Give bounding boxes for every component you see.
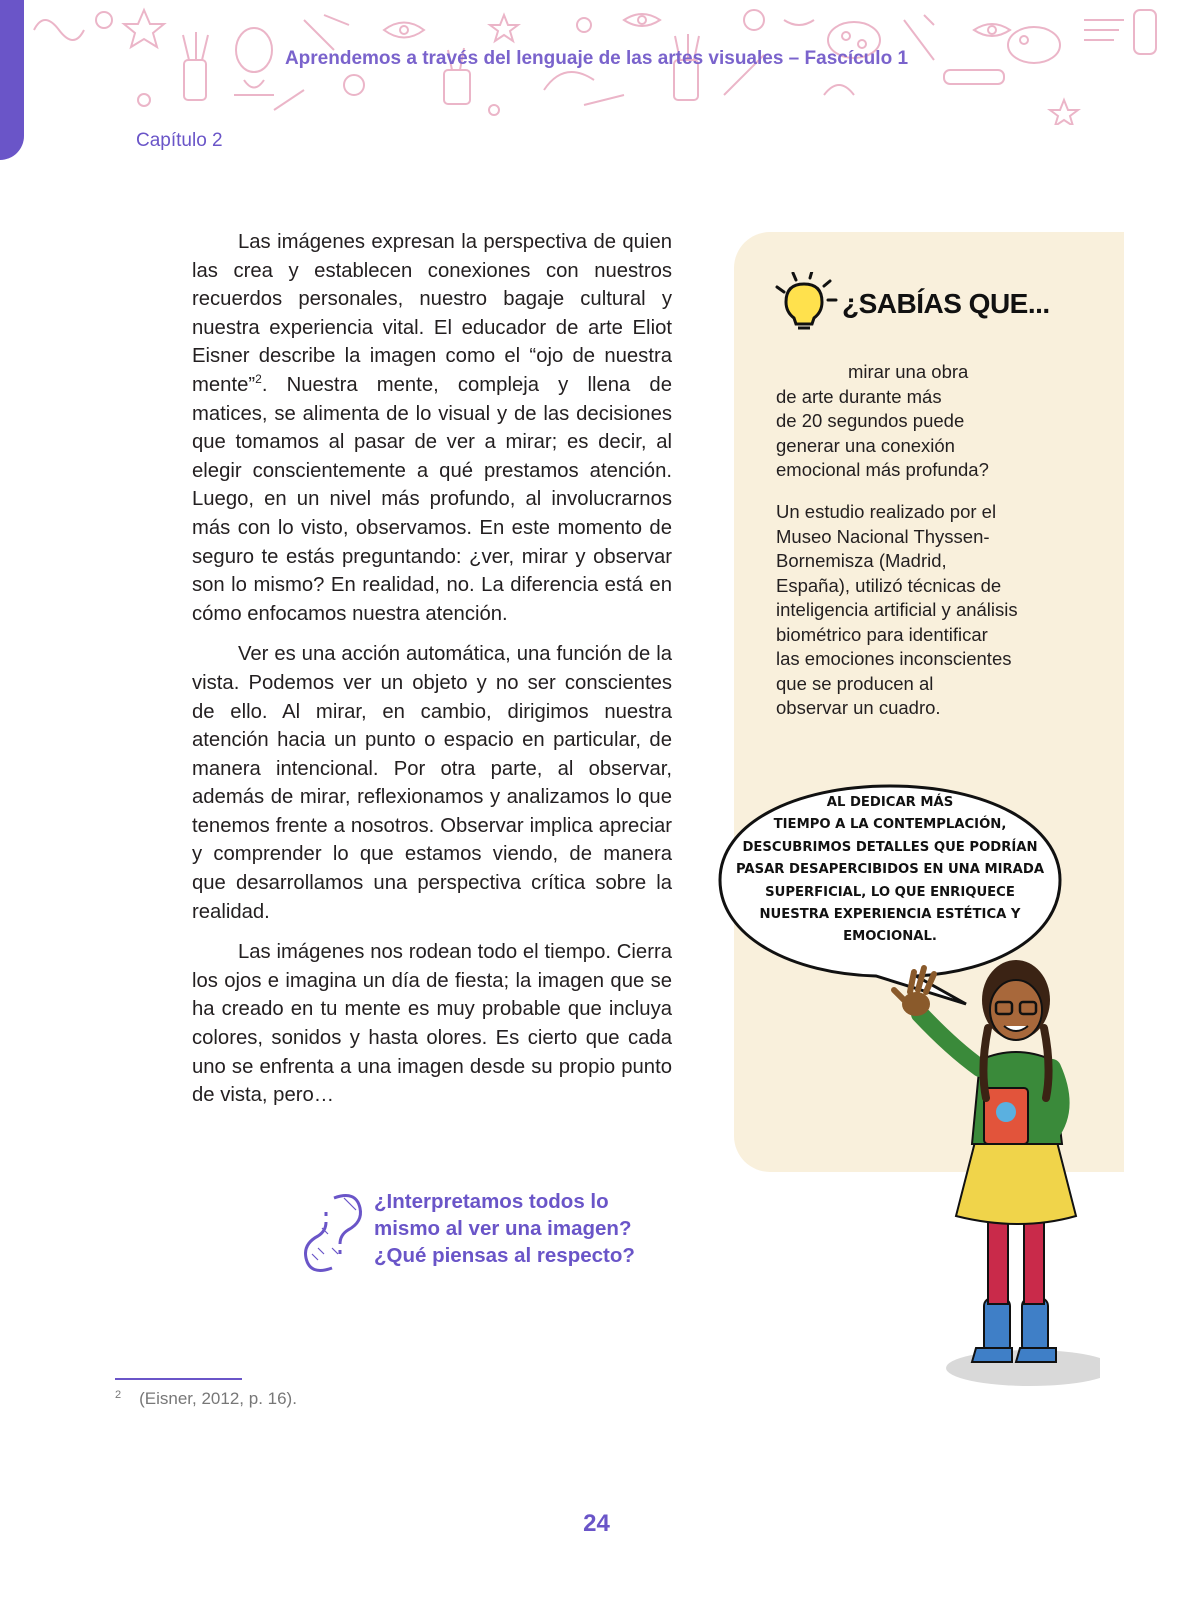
- sidebar-question-line: mirar una obra: [848, 361, 969, 382]
- bubble-line: EMOCIONAL.: [843, 929, 937, 945]
- sidebar-paragraph-line: que se producen al: [776, 672, 934, 694]
- bubble-line: DESCUBRIMOS DETALLES QUE PODRÍAN: [742, 839, 1038, 855]
- did-you-know-paragraph: [776, 500, 1076, 721]
- question-line: ¿Interpretamos todos lo: [374, 1190, 609, 1213]
- bubble-line: NUESTRA EXPERIENCIA ESTÉTICA Y: [759, 907, 1021, 923]
- chapter-label: Capítulo 2: [136, 130, 223, 151]
- bubble-line: TIEMPO A LA CONTEMPLACIÓN,: [773, 817, 1007, 833]
- sidebar-paragraph-line: las emociones inconscientes: [776, 648, 1012, 669]
- footnote-reference[interactable]: 2: [255, 372, 262, 387]
- paragraph-3: Las imágenes nos rodean todo el tiempo. Cierra los ojos e imagina un día de fiesta; la imagen que se ha creado en tu mente es muy probable que incluya colores, sonidos y hasta olores. Es cierto que cada uno se enfrenta a una imagen desde su propio punto de vista, pero…: [192, 941, 672, 1107]
- sidebar-paragraph-line: Bornemisza (Madrid,: [776, 550, 947, 571]
- bubble-line: PASAR DESAPERCIBIDOS EN UNA MIRADA: [735, 862, 1045, 878]
- sidebar-question-line: de arte durante más: [776, 385, 942, 407]
- question-marks-icon: [304, 1188, 366, 1278]
- bubble-line: SUPERFICIAL, LO QUE ENRIQUECE: [765, 884, 1015, 900]
- header-title: Aprendemos a través del lenguaje de las artes visuales – Fascículo 1: [284, 48, 909, 69]
- paragraph-1: [192, 228, 672, 628]
- girl-character-illustration: [880, 948, 1100, 1388]
- question-text: [374, 1188, 694, 1269]
- sidebar-paragraph-line: observar un cuadro.: [776, 697, 941, 718]
- paragraph-1-part-a: Las imágenes expresan la perspectiva de quien las crea y establecen conexiones con nuestros recuerdos personales, nuestro bagaje cultural y nuestra experiencia vital. El educador de arte Eliot Eisner describe la imagen como el “ojo de nuestra mente”: [192, 231, 672, 396]
- sidebar-paragraph-line: inteligencia artificial y análisis: [776, 599, 1018, 620]
- page-number: 24: [583, 1510, 610, 1537]
- question-line: ¿Qué piensas al respecto?: [374, 1244, 635, 1267]
- chapter-side-tab: [0, 0, 24, 160]
- sidebar-paragraph-line: biométrico para identificar: [776, 623, 988, 645]
- paragraph-2: Ver es una acción automática, una función de la vista. Podemos ver un objeto y no ser conscientes de ello. Al mirar, en cambio, dirigimos nuestra atención hacia un punto o espacio en particular, de manera intencional. Por otra parte, al observar, además de mirar, reflexionamos y analizamos lo que tenemos frente a nosotros. Observar implica apreciar y comprender lo que estamos viendo, de manera que desarrollamos una perspectiva crítica sobre la realidad.: [192, 643, 672, 923]
- paragraph-1-part-b: . Nuestra mente, compleja y llena de matices, se alimenta de lo visual y de las decisiones que tomamos al pasar de ver a mirar; es decir, al elegir conscientemente a qué prestamos atención. Luego, en un nivel más profundo, al involucrarnos más con lo visto, observamos. En este momento de seguro te estás preguntando: ¿ver, mirar y observar son lo mismo? En realidad, no. La diferencia está en cómo enfocamos nuestra atención.: [192, 373, 672, 625]
- footnote-text: (Eisner, 2012, p. 16).: [139, 1389, 297, 1408]
- question-line: mismo al ver una imagen?: [374, 1217, 632, 1240]
- sidebar-question-line: emocional más profunda?: [776, 459, 989, 480]
- sidebar-paragraph-line: Museo Nacional Thyssen-: [776, 525, 990, 547]
- bubble-line: AL DEDICAR MÁS: [826, 795, 954, 810]
- footnote-number: 2: [115, 1389, 122, 1401]
- sidebar-paragraph-line: España), utilizó técnicas de: [776, 574, 1002, 596]
- speech-bubble-text: [716, 792, 1064, 949]
- sidebar-paragraph-line: Un estudio realizado por el: [776, 501, 997, 522]
- main-body-text: [192, 228, 672, 1122]
- did-you-know-heading: ¿SABÍAS QUE...: [842, 288, 1050, 319]
- footnote: [115, 1389, 297, 1409]
- did-you-know-question: [776, 360, 1076, 483]
- footnote-divider: [115, 1378, 242, 1380]
- sidebar-question-line: generar una conexión: [776, 434, 955, 456]
- lightbulb-icon: [774, 272, 840, 330]
- sidebar-question-line: de 20 segundos puede: [776, 410, 965, 431]
- reflection-question: [304, 1188, 684, 1278]
